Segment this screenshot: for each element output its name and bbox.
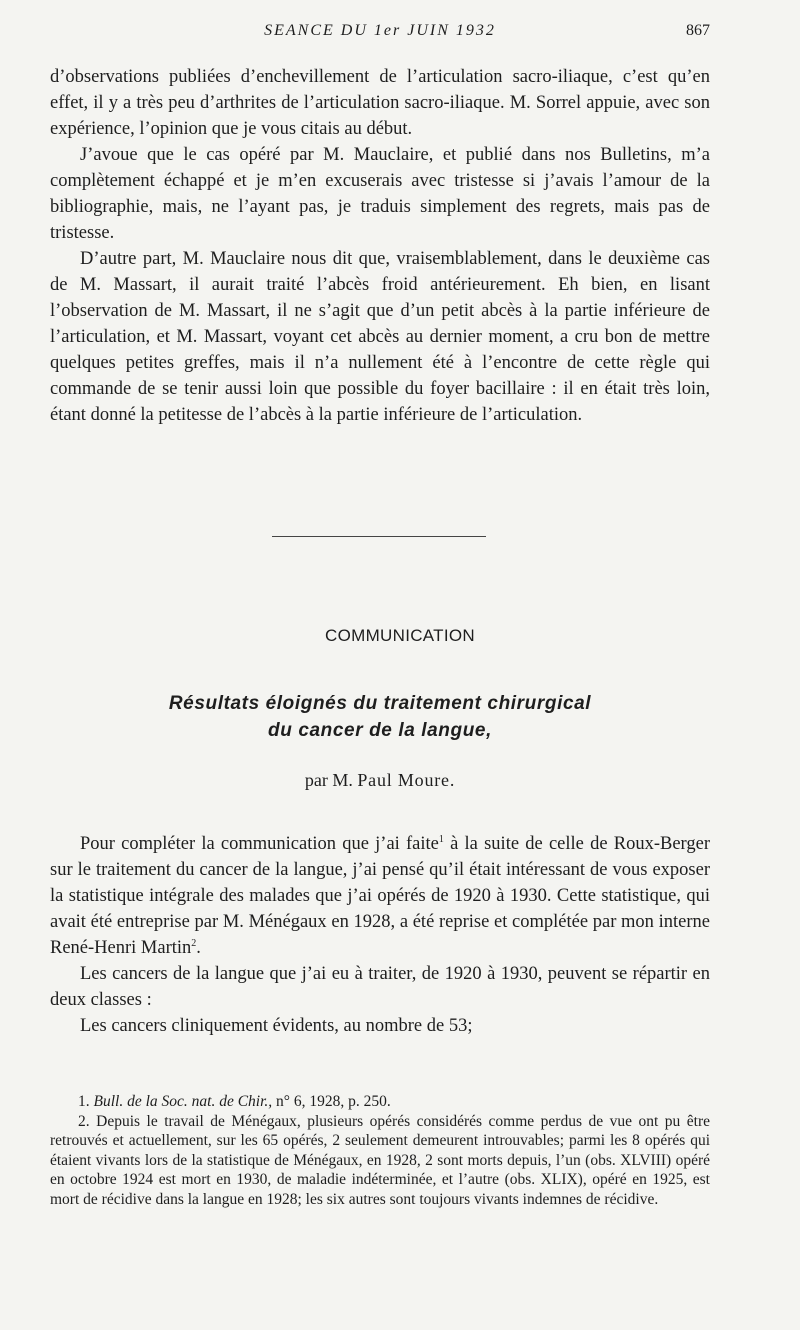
footnote-text: n° 6, 1928, p. 250. <box>272 1093 391 1110</box>
footnotes <box>50 1092 710 1209</box>
paragraph-text: à la suite de celle de Roux-Berger sur le traitement du cancer de la langue, j’ai pensé qu’il était intéressant de vous exposer la statistique intégrale des malades que j’ai opérés de 1920 à 1930. Cette statistique, qui avait été entreprise par M. Ménégaux en 1928, a été reprise et complétée par mon interne René-Henri Martin <box>50 834 711 958</box>
footnote-ref: 2 <box>191 937 197 949</box>
article-title <box>0 690 760 744</box>
byline-prefix: par M. <box>304 770 353 790</box>
article-title-line: Résultats éloignés du traitement chirurgical <box>168 693 592 714</box>
article-title-line: du cancer de la langue, <box>268 720 492 741</box>
section-heading: COMMUNICATION <box>325 626 475 645</box>
paragraph: D’autre part, M. Mauclaire nous dit que, vraisemblablement, dans le deuxième cas de M. Massart, il aurait traité l’abcès froid antérieurement. Eh bien, en lisant l’observation de M. Massart, il ne s’agit que d’un petit abcès à la partie inférieure de l’articulation, et M. Massart, voyant cet abcès au dernier moment, a cru bon de mettre quelques petites greffes, mais il n’a nullement été à l’encontre de cette règle qui commande de se tenir aussi loin que possible du foyer bacillaire : il en était très loin, étant donné la petitesse de l’abcès à la partie inférieure de l’articulation. <box>50 249 710 425</box>
paragraph <box>50 831 710 961</box>
paragraph: Les cancers de la langue que j’ai eu à traiter, de 1920 à 1930, peuvent se répartir en deux classes : <box>50 964 710 1010</box>
paragraph-text: . <box>196 938 201 958</box>
section-divider <box>272 536 486 537</box>
paragraph: d’observations publiées d’enchevillement de l’articulation sacro-iliaque, c’est qu’en effet, il y a très peu d’arthrites de l’articulation sacro-iliaque. M. Sorrel appuie, avec son expérience, l’opinion que je vous citais au début. <box>50 67 710 139</box>
running-title: SEANCE DU 1er JUIN 1932 <box>264 22 496 39</box>
paragraph-text: Pour compléter la communication que j’ai faite <box>80 834 439 854</box>
paragraph: Les cancers cliniquement évidents, au nombre de 53; <box>80 1016 473 1036</box>
footnote-ref: 1 <box>438 833 444 845</box>
paragraph: J’avoue que le cas opéré par M. Mauclaire, et publié dans nos Bulletins, m’a complètement échappé et je m’en excuserais avec tristesse si j’avais l’amour de la bibliographie, mais, ne l’ayant pas, je traduis simplement des regrets, mais pas de tristesse. <box>50 145 710 243</box>
footnote-number: 1. <box>78 1093 90 1110</box>
running-header <box>50 22 710 44</box>
body-text-continued <box>50 64 710 428</box>
byline <box>0 770 760 791</box>
page-number: 867 <box>686 22 710 39</box>
footnote-source: Bull. de la Soc. nat. de Chir., <box>93 1093 273 1110</box>
footnote-2: 2. Depuis le travail de Ménégaux, plusieurs opérés considérés comme perdus de vue ont pu être retrouvés et actuellement, sur les 65 opérés, 2 seulement demeurent introuvables; parmi les 8 opérés qui étaient vivants lors de la statistique de Ménégaux, en 1928, 2 sont morts depuis, l’un (obs. XLVIII) opéré en octobre 1924 est mort en 1930, de maladie indéterminée, et l’autre (obs. XLIX), opéré en 1925, est mort de récidive dans la langue en 1928; les six autres sont toujours vivants indemnes de récidive. <box>50 1112 710 1208</box>
footnote-1 <box>50 1092 710 1112</box>
author-name: Paul Moure. <box>357 770 456 790</box>
article-body <box>50 831 710 1039</box>
